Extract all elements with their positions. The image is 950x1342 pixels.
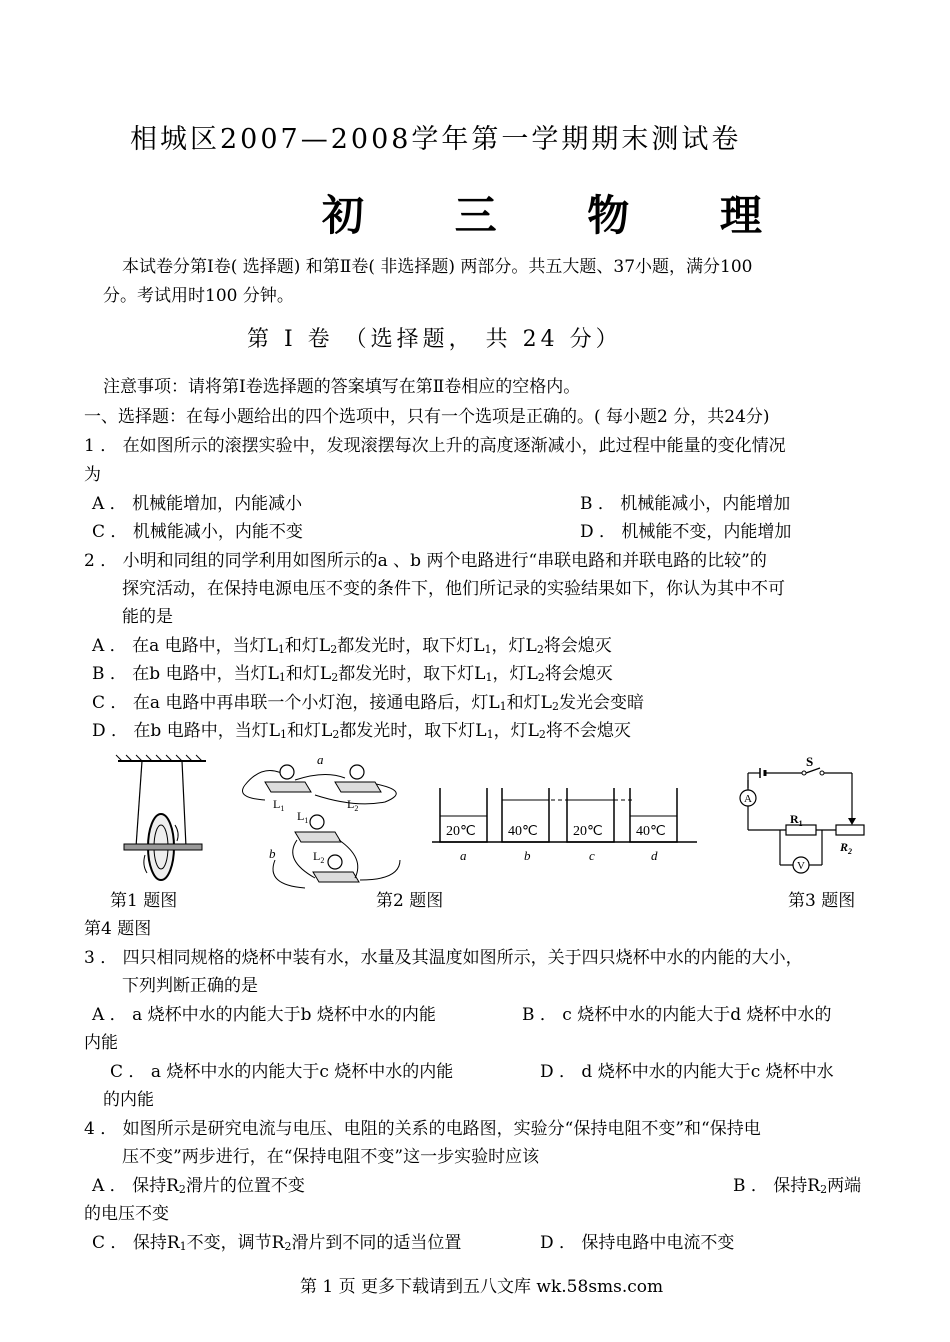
figure-4-circuit	[740, 754, 870, 883]
l2-label: $L_2$	[347, 797, 359, 813]
beaker-c-temp: 20℃	[573, 824, 603, 839]
question-2: 2 ． 小明和同组的同学利用如图所示的a 、b 两个电路进行“串联电路和并联电路的比较”的	[84, 551, 767, 571]
beaker-c-label: c	[589, 848, 595, 863]
q3-option-a: A ． a 烧杯中水的内能大于b 烧杯中水的内能	[92, 1005, 436, 1025]
q2-option-d: D ． 在b 电路中，当灯$L_1$和灯$L_2$都发光时，取下灯$L_1$，灯$L_2$将不会熄灭	[92, 721, 631, 741]
switch-label: S	[806, 754, 814, 769]
figure-2-caption: 第2 题图	[376, 891, 444, 911]
q4-option-b: B ． 保持$R_2$两端	[733, 1176, 862, 1196]
figure-3-beakers	[432, 780, 697, 865]
q4-option-d: D ． 保持电路中电流不变	[540, 1233, 735, 1253]
intro-text-cont: 分。考试用时100 分钟。	[103, 286, 294, 306]
q3-option-b: B ． c 烧杯中水的内能大于d 烧杯中水的	[522, 1005, 832, 1025]
q1-option-c: C ． 机械能减小，内能不变	[92, 522, 303, 542]
q4-option-b-cont: 的电压不变	[84, 1204, 169, 1224]
section-title: 第 Ⅰ 卷 （选择题， 共 24 分）	[247, 327, 622, 352]
question-3: 3 ． 四只相同规格的烧杯中装有水，水量及其温度如图所示，关于四只烧杯中水的内能的大小，	[84, 948, 803, 968]
ammeter-label: A	[744, 793, 752, 805]
exam-title: 相城区2007—2008学年第一学期期末测试卷	[130, 124, 742, 155]
figure-3-caption: 第3 题图	[788, 891, 856, 911]
r1-label: $R_1$	[790, 812, 803, 828]
question-1: 1 ． 在如图所示的滚摆实验中，发现滚摆每次上升的高度逐渐减小，此过程中能量的变化情况	[84, 436, 786, 456]
q4-option-c: C ． 保持$R_1$不变，调节$R_2$滑片到不同的适当位置	[92, 1233, 462, 1253]
question-4-cont: 压不变”两步进行，在“保持电阻不变”这一步实验时应该	[122, 1147, 540, 1167]
question-4: 4 ． 如图所示是研究电流与电压、电阻的关系的电路图，实验分“保持电阻不变”和“保持电	[84, 1119, 761, 1139]
figure-2-circuits	[235, 750, 410, 890]
l1-label-b: $L_1$	[297, 809, 309, 825]
voltmeter-label: V	[797, 860, 805, 872]
q3-option-d-cont: 的内能	[103, 1090, 154, 1110]
q4-option-a: A ． 保持$R_2$滑片的位置不变	[92, 1176, 305, 1196]
notice: 注意事项：请将第Ⅰ卷选择题的答案填写在第Ⅱ卷相应的空格内。	[103, 377, 581, 397]
intro-text: 本试卷分第Ⅰ卷( 选择题) 和第Ⅱ卷( 非选择题) 两部分。共五大题、37小题，满分100	[122, 257, 753, 277]
beaker-d-temp: 40℃	[636, 824, 666, 839]
question-2-cont: 探究活动，在保持电源电压不变的条件下，他们所记录的实验结果如下，你认为其中不可	[122, 579, 785, 599]
q2-option-b: B ． 在b 电路中，当灯$L_1$和灯$L_2$都发光时，取下灯$L_1$，灯$L_2$将会熄灭	[92, 664, 613, 684]
question-1-cont: 为	[84, 465, 101, 485]
l1-label: $L_1$	[273, 797, 285, 813]
circuit-a-label: a	[317, 752, 324, 767]
circuit-b-label: b	[269, 846, 276, 861]
beaker-a-temp: 20℃	[446, 824, 476, 839]
q2-option-a: A ． 在a 电路中，当灯$L_1$和灯$L_2$都发光时，取下灯$L_1$，灯$L_2$将会熄灭	[92, 636, 612, 656]
subject-title: 初 三 物 理	[322, 191, 800, 240]
q2-option-c: C ． 在a 电路中再串联一个小灯泡，接通电路后，灯$L_1$和灯$L_2$发光会变暗	[92, 693, 644, 713]
figure-1-rolling-pendulum	[112, 755, 212, 885]
page-footer: 第 1 页 更多下载请到五八文库 wk.58sms.com	[300, 1277, 664, 1297]
l2-label-b: $L_2$	[313, 849, 325, 865]
figure-4-caption: 第4 题图	[84, 919, 152, 939]
q1-option-d: D ． 机械能不变，内能增加	[580, 522, 792, 542]
figure-1-caption: 第1 题图	[110, 891, 178, 911]
beaker-a-label: a	[460, 848, 467, 863]
q3-option-d: D ． d 烧杯中水的内能大于c 烧杯中水	[540, 1062, 834, 1082]
question-3-cont: 下列判断正确的是	[122, 976, 258, 996]
part-heading: 一、选择题：在每小题给出的四个选项中，只有一个选项是正确的。( 每小题2 分，共24分)	[84, 407, 770, 427]
beaker-b-label: b	[524, 848, 531, 863]
q3-option-c: C ． a 烧杯中水的内能大于c 烧杯中水的内能	[110, 1062, 454, 1082]
beaker-d-label: d	[651, 848, 658, 863]
r2-label: $R_2$	[840, 840, 853, 856]
question-2-cont2: 能的是	[122, 607, 173, 627]
q3-option-b-cont: 内能	[84, 1033, 118, 1053]
q1-option-a: A ． 机械能增加，内能减小	[92, 494, 303, 514]
q1-option-b: B ． 机械能减小，内能增加	[580, 494, 791, 514]
beaker-b-temp: 40℃	[508, 824, 538, 839]
